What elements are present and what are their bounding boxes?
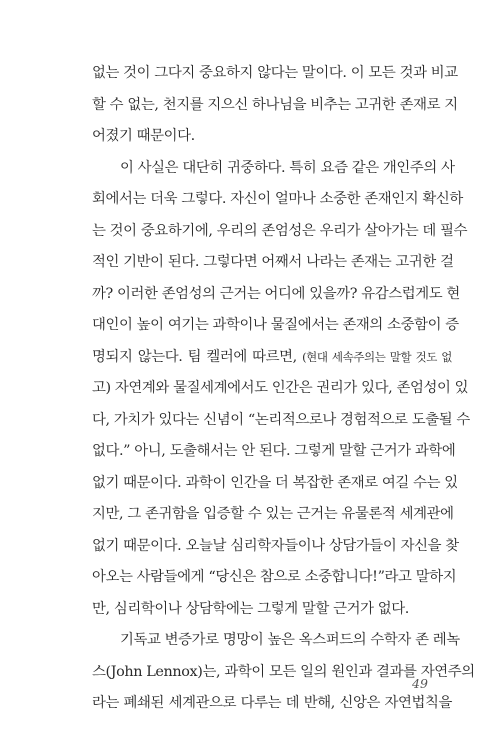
parenthetical-note: (현대 세속주의는 말할 것도 없 [302,349,452,364]
text-line: 대인이 높이 여기는 과학이나 물질에서는 존재의 소중함이 증 [92,317,459,333]
text-line: 고) 자연계와 물질세계에서도 인간은 권리가 있다, 존엄성이 있 [92,380,469,396]
text-line: 까? 이러한 존엄성의 근거는 어디에 있을까? 유감스럽게도 현 [92,285,460,302]
text-line: 아오는 사람들에게 “당신은 참으로 소중합니다!”라고 말하지 [92,569,457,585]
text-line: 스(John Lennox)는, 과학이 모든 일의 원인과 결과를 자연주의 [92,663,475,680]
text-line: 라는 폐쇄된 세계관으로 다루는 데 반해, 신앙은 자연법칙을 [92,695,452,711]
text-line: 없기 때문이다. 오늘날 심리학자들이나 상담가들이 자신을 찾 [92,537,459,554]
text-line: 없는 것이 그다지 중요하지 않다는 말이다. 이 모든 것과 비교 [92,65,458,81]
text-line: 기독교 변증가로 명망이 높은 옥스퍼드의 수학자 존 레녹 [120,632,460,648]
text-line: 없기 때문이다. 과학이 인간을 더 복잡한 존재로 여길 수는 있 [92,474,458,491]
text-line: 어졌기 때문이다. [92,128,195,144]
text-line: 이 사실은 대단히 귀중하다. 특히 요즘 같은 개인주의 사 [120,159,455,176]
text-line: 는 것이 중요하기에, 우리의 존엄성은 우리가 살아가는 데 필수 [92,222,468,239]
text-line: 지만, 그 존귀함을 입증할 수 있는 근거는 유물론적 세계관에 [92,506,454,522]
page-number: 49 [412,676,428,691]
body-text [92,58,475,720]
text-line: 적인 기반이 된다. 그렇다면 어째서 나라는 존재는 고귀한 걸 [92,254,454,270]
text-line: 회에서는 더욱 그렇다. 자신이 얼마나 소중한 존재인지 확신하 [92,191,463,207]
text-segment: 명되지 않는다. 팀 켈러에 따르면, [92,348,297,365]
text-line [92,342,452,374]
text-line: 할 수 없는, 천지를 지으신 하나님을 비추는 고귀한 존재로 지 [92,96,458,113]
text-line: 없다.” 아니, 도출해서는 안 된다. 그렇게 말할 근거가 과학에 [92,443,456,459]
text-line: 다, 가치가 있다는 신념이 “논리적으로나 경험적으로 도출될 수 [92,411,470,428]
text-line: 만, 심리학이나 상담학에는 그렇게 말할 근거가 없다. [92,600,409,617]
